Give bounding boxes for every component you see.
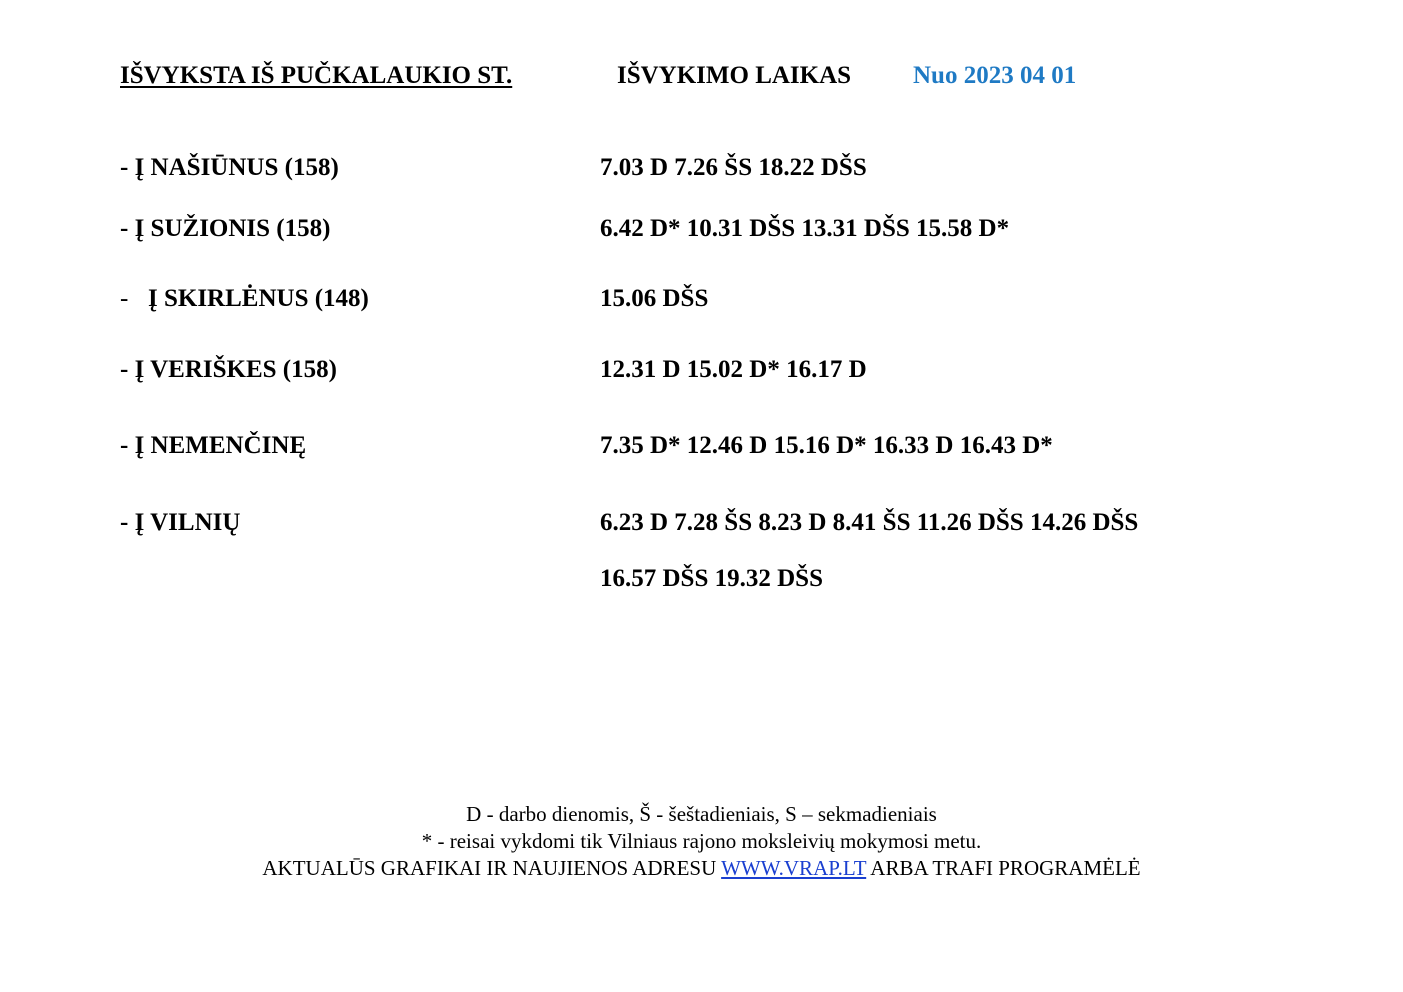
route-destination — [120, 154, 339, 182]
route-departure-times: 15.06 DŠS — [600, 285, 709, 312]
vrap-website-link[interactable]: WWW.VRAP.LT — [721, 856, 867, 880]
day-legend: D - darbo dienomis, Š - šeštadieniais, S – sekmadieniais — [466, 802, 937, 826]
route-destination — [120, 215, 330, 243]
route-destination — [120, 356, 337, 384]
route-departure-times: 12.31 D 15.02 D* 16.17 D — [600, 356, 867, 383]
route-dash: - — [120, 285, 129, 312]
route-destination-label: Į SUŽIONIS (158) — [134, 215, 331, 242]
route-dash: - — [120, 215, 135, 242]
route-departure-times-continued: 16.57 DŠS 19.32 DŠS — [600, 565, 823, 592]
schedule-footer — [0, 801, 1403, 882]
route-destination-label: Į VERIŠKES (158) — [134, 356, 337, 383]
route-departure-times: 7.35 D* 12.46 D 15.16 D* 16.33 D 16.43 D* — [600, 432, 1053, 459]
route-dash: - — [120, 432, 135, 459]
departure-station-title: IŠVYKSTA IŠ PUČKALAUKIO ST. — [120, 62, 513, 89]
valid-from-date: Nuo 2023 04 01 — [913, 62, 1077, 89]
route-destination-label: Į NEMENČINĘ — [134, 432, 307, 459]
schedule-header — [0, 62, 1403, 96]
school-trips-note: * - reisai vykdomi tik Vilniaus rajono moksleivių mokymosi metu. — [421, 829, 982, 853]
info-line — [0, 855, 1403, 882]
route-dash: - — [120, 356, 135, 383]
route-destination-label: Į NAŠIŪNUS (158) — [134, 154, 339, 181]
route-destination — [120, 285, 369, 313]
route-dash: - — [120, 154, 135, 181]
route-departure-times: 6.23 D 7.28 ŠS 8.23 D 8.41 ŠS 11.26 DŠS 14.26 DŠS — [600, 509, 1139, 536]
route-departure-times: 6.42 D* 10.31 DŠS 13.31 DŠS 15.58 D* — [600, 215, 1010, 242]
route-dash: - — [120, 509, 135, 536]
route-departure-times: 7.03 D 7.26 ŠS 18.22 DŠS — [600, 154, 867, 181]
route-destination — [120, 432, 306, 460]
route-destination-label: Į VILNIŲ — [134, 509, 241, 536]
info-prefix: AKTUALŪS GRAFIKAI IR NAUJIENOS ADRESU — [262, 856, 722, 880]
route-destination-label: Į SKIRLĖNUS (148) — [148, 285, 369, 312]
departure-time-heading: IŠVYKIMO LAIKAS — [617, 62, 852, 89]
info-suffix: ARBA TRAFI PROGRAMĖLĖ — [866, 856, 1141, 880]
route-destination — [120, 509, 240, 537]
